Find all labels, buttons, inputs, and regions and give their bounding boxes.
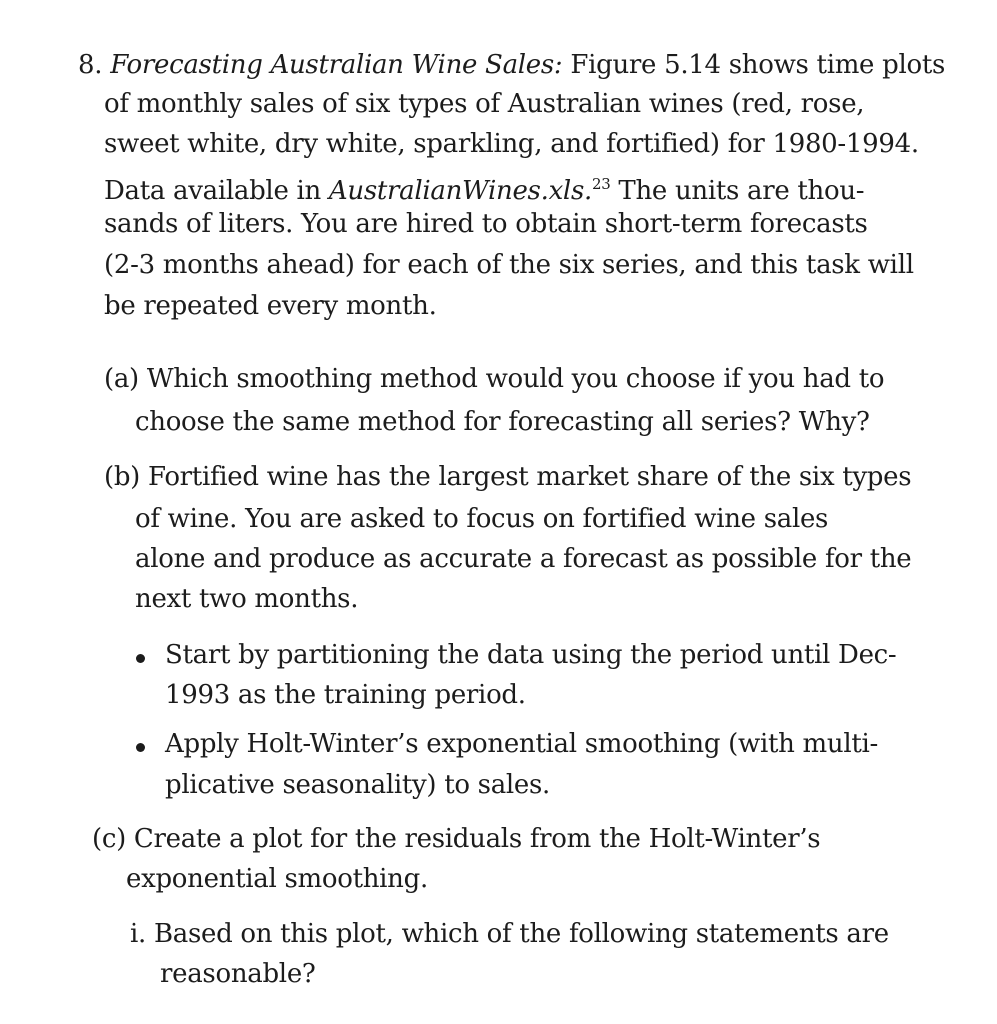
part-b-label: (b) [104,462,141,492]
bullet-line: Start by partitioning the data using the period until Dec- [165,640,897,670]
problem-line: sweet white, dry white, sparkling, and fortified) for 1980-1994. [104,129,919,159]
problem-line: Data available in [104,176,329,206]
sub-item-text: Based on this plot, which of the following statements are [153,919,889,949]
bullet-line: plicative seasonality) to sales. [165,770,551,800]
sub-item-line: reasonable? [160,959,316,989]
part-c-line: exponential smoothing. [126,864,428,894]
part-b-line: alone and produce as accurate a forecast as possible for the [135,544,912,574]
problem-line: sands of liters. You are hired to obtain short-term forecasts [104,209,868,239]
problem-line: Figure 5.14 shows time plots [570,50,946,80]
bullet-icon [136,654,145,663]
part-c-line [92,822,820,856]
problem-number: 8. [78,50,103,80]
part-b-text: Fortified wine has the largest market share of the six types [148,462,912,492]
part-b-line: of wine. You are asked to focus on fortified wine sales [135,504,829,534]
sub-item-line [130,917,889,951]
part-a-line: choose the same method for forecasting all series? Why? [135,407,870,437]
part-c-label: (c) [92,824,126,854]
problem-line-tail: The units are thou- [610,176,865,206]
part-b-line [104,460,911,494]
part-b-line: next two months. [135,584,359,614]
bullet-line: 1993 as the training period. [165,680,526,710]
problem-line: be repeated every month. [104,291,437,321]
part-a-line [104,362,884,396]
bullet-icon [136,743,145,752]
part-a-label: (a) [104,364,139,394]
footnote-ref: 23 [591,175,611,193]
bullet-line: Apply Holt-Winter’s exponential smoothing (with multi- [165,729,879,759]
problem-title: Forecasting Australian Wine Sales: [110,50,563,80]
file-name: AustralianWines.xls. [328,176,592,206]
problem-line: (2-3 months ahead) for each of the six series, and this task will [104,250,914,280]
part-a-text: Which smoothing method would you choose if you had to [146,364,885,394]
problem-line: of monthly sales of six types of Australian wines (red, rose, [104,89,865,119]
problem-line-data-file [104,167,864,208]
part-c-text: Create a plot for the residuals from the Holt-Winter’s [133,824,821,854]
sub-item-label: i. [130,919,146,949]
problem-heading-line [78,48,945,82]
